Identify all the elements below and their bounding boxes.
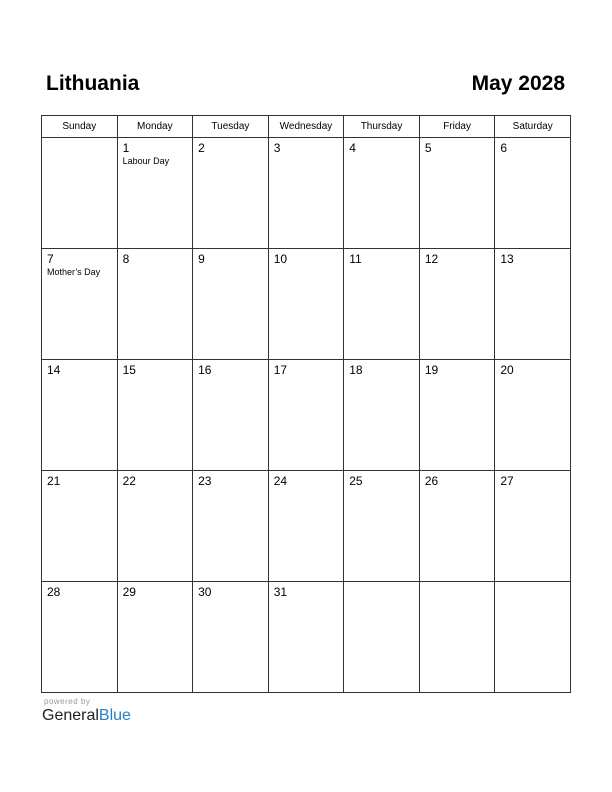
day-cell xyxy=(117,360,193,471)
day-cell xyxy=(193,471,269,582)
day-number: 30 xyxy=(198,585,212,599)
weekday-header-saturday: Saturday xyxy=(495,116,571,138)
day-cell xyxy=(495,138,571,249)
day-cell xyxy=(117,138,193,249)
day-cell xyxy=(193,582,269,693)
day-cell xyxy=(419,471,495,582)
day-cell xyxy=(344,360,420,471)
weekday-header-thursday: Thursday xyxy=(344,116,420,138)
weekday-header-monday: Monday xyxy=(117,116,193,138)
day-number: 8 xyxy=(122,252,130,266)
day-number: 29 xyxy=(122,585,136,599)
day-cell xyxy=(193,360,269,471)
weekday-header-friday: Friday xyxy=(419,116,495,138)
day-cell xyxy=(268,582,344,693)
day-cell xyxy=(495,471,571,582)
day-cell xyxy=(193,249,269,360)
day-number: 6 xyxy=(500,141,508,155)
day-cell xyxy=(193,138,269,249)
month-year-title: May 2028 xyxy=(471,72,565,95)
day-cell xyxy=(268,138,344,249)
day-number: 5 xyxy=(424,141,432,155)
holiday-label: Mother’s Day xyxy=(47,267,101,277)
day-cell xyxy=(42,138,118,249)
day-number: 7 xyxy=(47,252,54,266)
powered-by-text: powered by xyxy=(44,697,91,706)
weekday-header-row xyxy=(42,116,571,138)
day-cell xyxy=(419,249,495,360)
day-cell xyxy=(268,249,344,360)
day-number: 23 xyxy=(198,474,212,488)
country-title: Lithuania xyxy=(46,72,140,95)
day-cell xyxy=(344,249,420,360)
weekday-header-tuesday: Tuesday xyxy=(193,116,269,138)
day-cell xyxy=(419,360,495,471)
day-number: 31 xyxy=(273,585,288,599)
holiday-label: Labour Day xyxy=(122,156,170,166)
day-number: 15 xyxy=(122,363,136,377)
day-cell xyxy=(419,582,495,693)
day-number: 27 xyxy=(500,474,514,488)
day-number: 13 xyxy=(500,252,514,266)
day-cell xyxy=(117,249,193,360)
day-number: 18 xyxy=(349,363,363,377)
day-cell xyxy=(344,471,420,582)
day-number: 16 xyxy=(198,363,212,377)
weekday-header-wednesday: Wednesday xyxy=(268,116,344,138)
day-cell xyxy=(344,582,420,693)
day-number: 4 xyxy=(349,141,356,155)
week-row xyxy=(42,138,571,249)
day-number: 9 xyxy=(198,252,205,266)
day-number: 28 xyxy=(47,585,61,599)
calendar-grid xyxy=(41,115,571,693)
weekday-header-sunday: Sunday xyxy=(42,116,118,138)
day-cell xyxy=(495,360,571,471)
day-cell xyxy=(42,249,118,360)
day-number: 2 xyxy=(198,141,205,155)
day-cell xyxy=(344,138,420,249)
day-number: 3 xyxy=(273,141,281,155)
day-number: 26 xyxy=(424,474,439,488)
day-number: 14 xyxy=(47,363,61,377)
footer-branding xyxy=(42,697,131,725)
week-row xyxy=(42,360,571,471)
brand-general-text: General xyxy=(42,707,99,724)
day-cell xyxy=(268,360,344,471)
day-cell xyxy=(495,582,571,693)
day-number: 11 xyxy=(349,252,362,266)
day-number: 12 xyxy=(424,252,439,266)
day-number: 22 xyxy=(122,474,136,488)
day-number: 21 xyxy=(47,474,61,488)
day-cell xyxy=(42,471,118,582)
day-cell xyxy=(495,249,571,360)
week-row xyxy=(42,249,571,360)
day-cell xyxy=(268,471,344,582)
day-number: 17 xyxy=(273,363,288,377)
day-number: 1 xyxy=(122,141,130,155)
day-cell xyxy=(42,582,118,693)
day-number: 19 xyxy=(424,363,439,377)
week-row xyxy=(42,471,571,582)
generalblue-logo xyxy=(42,707,131,725)
day-cell xyxy=(419,138,495,249)
day-cell xyxy=(42,360,118,471)
day-cell xyxy=(117,582,193,693)
day-number: 20 xyxy=(500,363,514,377)
day-number: 24 xyxy=(273,474,288,488)
brand-blue-text: Blue xyxy=(98,707,131,724)
day-cell xyxy=(117,471,193,582)
day-number: 10 xyxy=(273,252,288,266)
week-row xyxy=(42,582,571,693)
day-number: 25 xyxy=(349,474,363,488)
